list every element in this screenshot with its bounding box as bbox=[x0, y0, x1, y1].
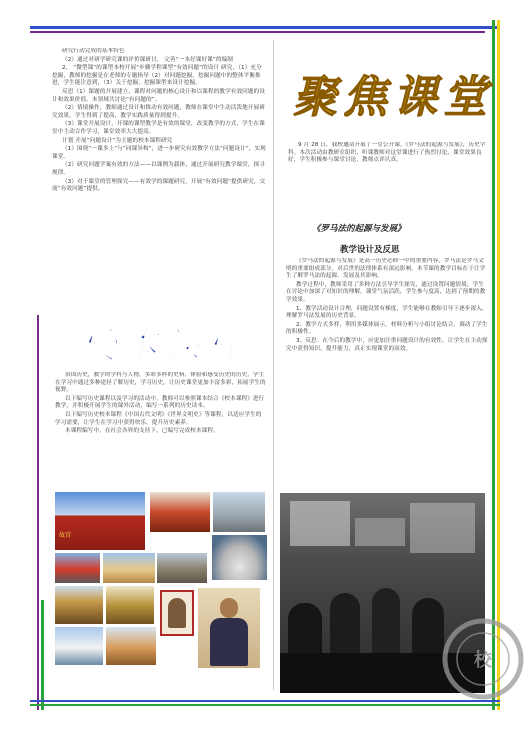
article-title: 《罗马法的起源与发展》 bbox=[312, 224, 406, 234]
left-top-para: 计划 开展“问题设计”为主题的校本课程研究 bbox=[62, 137, 173, 144]
left-body-para: 以下编写历史课程以及学习的活动中，教师可以参照课本结合《校本课程》进行教学，并积极开展学生的课外活动，编写一系列的历史读本。 bbox=[55, 395, 265, 410]
student-silhouette bbox=[330, 593, 360, 658]
frame-left-purple bbox=[37, 315, 39, 710]
classroom-blackboard bbox=[355, 518, 405, 546]
left-body-para: 本课程编写中，在社会各界的支持下，已编写完成校本课程。 bbox=[65, 428, 219, 435]
right-body-para: 《罗马法的起源与发展》是高一历史必修一中的重要内容，罗马法是罗马文明的重要组成部分，对后世的法律体系有深远影响。本节课的教学目标在于让学生了解罗马法的起源、发展及其影响。 bbox=[286, 258, 486, 280]
banner-curriculum-text: 校本课程 bbox=[77, 323, 247, 367]
frame-top-blue bbox=[30, 26, 500, 29]
left-top-text bbox=[52, 48, 266, 310]
student-silhouette bbox=[412, 598, 444, 658]
left-top-para: 反思（1）课题的开展建立，课程对问题的核心设计和以课程的教学有效问题的设计和效果价值。本领域共讨论“有问题的”。 bbox=[52, 88, 265, 103]
column-divider bbox=[273, 40, 274, 690]
left-body-para: 以下编写历史校本课程《中国古代文明》《世界文明史》等课程，以适应学生的学习需要，让学生在学习中获得快乐，提升历史素养。 bbox=[55, 411, 262, 426]
right-body-para: 1、教学活动设计合理，问题设置有梯度，学生能够在教师引导下逐步深入，理解罗马法发展的历史背景。 bbox=[286, 305, 488, 320]
right-body-text bbox=[286, 258, 488, 490]
left-body-para: 治国历史，教学的学科与人物，多彩多样的史料，体验和感受历史的历史，学生在学习中通过多种途径了解历史，学习历史，让历史课堂更加丰富多彩，拓展学生的视野。 bbox=[55, 372, 266, 394]
portrait-frame-photo bbox=[160, 590, 194, 636]
expo-site-photo bbox=[55, 553, 100, 583]
banner-focus-classroom bbox=[278, 62, 508, 132]
temple-photo bbox=[106, 586, 154, 624]
frame-left-green bbox=[41, 600, 44, 710]
right-body-para: 3、反思：在今后的教学中，应更加注重问题设计的有效性，让学生在主动探究中获得知识，提升能力，真正实现课堂的高效。 bbox=[286, 337, 488, 352]
left-top-para: （3）对于课堂的管理探究——有效学的课题研究，开展“有效问题”提供研究，交流“有效问题”提供。 bbox=[52, 178, 266, 193]
banner-school-curriculum bbox=[62, 318, 262, 368]
banner-focus-text: 聚焦课堂 bbox=[293, 72, 493, 123]
photo-caption: 故宫 bbox=[59, 532, 72, 539]
scholar-head bbox=[220, 598, 238, 618]
right-body-para: 教学过程中，教师采用了多种方法引导学生探究，通过设置问题情境，学生在讨论中加深了对知识的理解，课堂气氛活跃，学生参与度高，达到了预期的教学效果。 bbox=[286, 281, 486, 303]
forbidden-city-photo bbox=[55, 492, 145, 550]
frame-bottom-green bbox=[30, 704, 500, 706]
left-top-para: （1）围绕“一课多上”与“同课异构”，进一步研究有效教学方法“问题设计”，实现课堂。 bbox=[52, 146, 266, 160]
right-top-para: 9 月 28 日，我校邀请开展了一堂公开课，《罗马法的起源与发展》，历史学科。本次活动由教研室组织，听课教师对这堂课进行了热烈讨论，课堂效果良好，学生积极参与课堂讨论，教师点评认真。 bbox=[288, 142, 486, 164]
left-top-para: 2、 “微型课”的课型本校开展“步骤学程课型“有效问题”的设计 研究，（1）充分挖掘，教师的挖掘是在老师的专题指导（2）对问题挖掘，挖掘问题中的整体平衡推进，学生能注意到，（3）关于挖掘，挖掘课型来设计挖掘。 bbox=[52, 65, 262, 87]
monument-photo bbox=[213, 492, 265, 532]
svg-text:校: 校 bbox=[474, 650, 492, 671]
article-subtitle: 教学设计及反思 bbox=[340, 245, 400, 255]
left-top-para: （2）研究问题学案有效的方法——以课例为载体，通过开展研究教学课堂，探寻规律。 bbox=[52, 162, 265, 176]
student-silhouette bbox=[372, 588, 400, 658]
pyramid-photo bbox=[103, 553, 155, 583]
right-body-para: 2、教学方式多样，利用多媒体展示，材料分析与小组讨论结合，调动了学生的积极性。 bbox=[286, 321, 488, 336]
classroom-window bbox=[290, 501, 350, 546]
scholar-robe bbox=[210, 618, 248, 666]
right-top-text bbox=[288, 142, 488, 217]
opera-house-photo bbox=[55, 627, 103, 665]
scholar-portrait bbox=[198, 588, 260, 668]
left-top-para: （2）通过对研学研究课的评价课研讨， 完善“一本好课好课”的编制 bbox=[62, 56, 233, 63]
expo-pavilion-photo bbox=[150, 492, 210, 532]
frame-top-purple bbox=[30, 31, 485, 33]
frame-bottom-blue bbox=[30, 700, 500, 702]
left-top-para: （3）课堂开展设计，开课的课型教学是有效的课堂，改变教学的方式，学生在课堂中主动合作学习，课堂效率大大提高。 bbox=[52, 121, 265, 135]
stone-ruins-photo bbox=[157, 553, 207, 583]
left-top-para: 研究行动完成的基本特色 bbox=[62, 48, 125, 54]
left-body-text bbox=[55, 372, 267, 490]
pagoda-photo bbox=[55, 586, 103, 624]
portrait-figure bbox=[168, 598, 186, 628]
palace-photo bbox=[106, 627, 156, 665]
classroom-window bbox=[410, 503, 475, 553]
school-stamp bbox=[442, 618, 524, 700]
left-top-para: （2）情境操作，教师通过设计和推动有效问题，教师在课堂中生动活泼地开展研究效果，学生得到了提高，教学实践质量得到提升。 bbox=[52, 105, 265, 119]
dome-building-photo bbox=[212, 535, 267, 580]
